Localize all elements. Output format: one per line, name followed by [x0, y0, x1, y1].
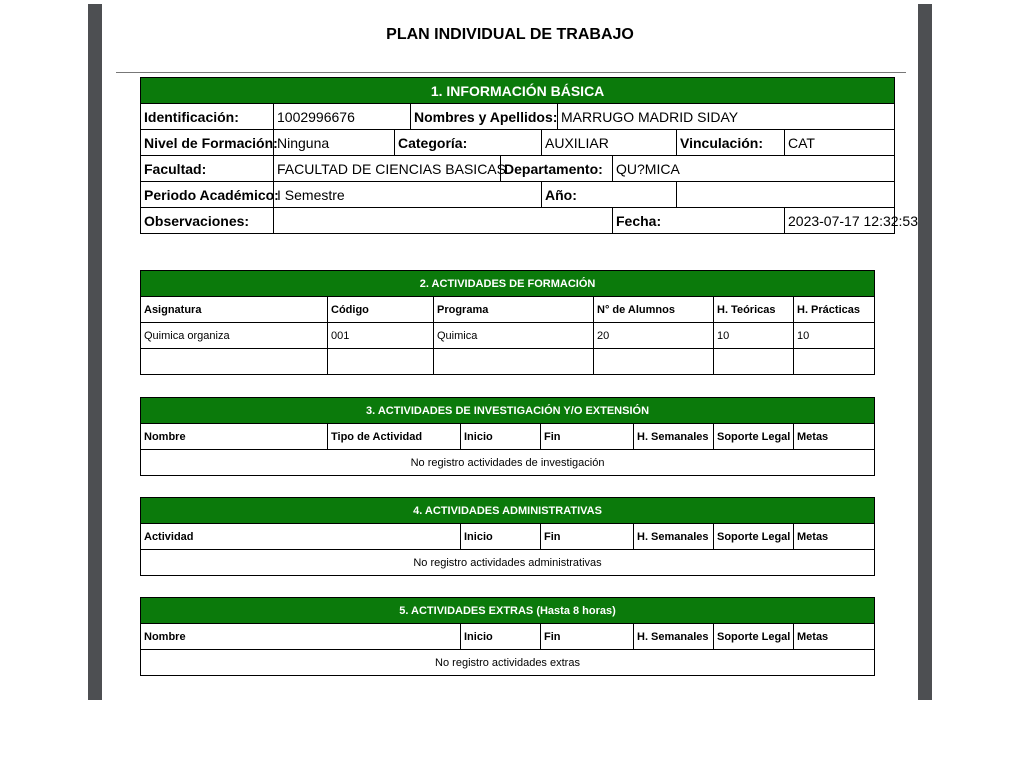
administrativas-table	[140, 497, 875, 576]
column-header: Fin	[541, 424, 634, 450]
column-header: Metas	[794, 424, 875, 450]
column-header: Soporte Legal	[714, 524, 794, 550]
section-header: 1. INFORMACIÓN BÁSICA	[141, 78, 895, 104]
table-cell: 001	[328, 323, 434, 349]
empty-message: No registro actividades extras	[141, 650, 875, 676]
departamento-value: QU?MICA	[613, 156, 895, 182]
fecha-value: 2023-07-17 12:32:53	[785, 208, 895, 234]
column-header-row	[141, 297, 875, 323]
table-row	[141, 104, 895, 130]
column-header: H. Prácticas	[794, 297, 875, 323]
formacion-table	[140, 270, 875, 375]
column-header: Inicio	[461, 524, 541, 550]
periodo-value: I Semestre	[274, 182, 542, 208]
observaciones-label: Observaciones:	[141, 208, 274, 234]
nombres-value: MARRUGO MADRID SIDAY	[558, 104, 895, 130]
table-cell	[794, 349, 875, 375]
column-header: Soporte Legal	[714, 624, 794, 650]
categoria-label: Categoría:	[395, 130, 542, 156]
table-cell	[434, 349, 594, 375]
column-header: H. Teóricas	[714, 297, 794, 323]
table-cell: Quimica	[434, 323, 594, 349]
vinculacion-value: CAT	[785, 130, 895, 156]
table-row	[141, 349, 875, 375]
identificacion-label: Identificación:	[141, 104, 274, 130]
table-cell	[328, 349, 434, 375]
column-header: H. Semanales	[634, 624, 714, 650]
periodo-label: Periodo Académico:	[141, 182, 274, 208]
table-row	[141, 650, 875, 676]
empty-message: No registro actividades administrativas	[141, 550, 875, 576]
column-header: N° de Alumnos	[594, 297, 714, 323]
facultad-value: FACULTAD DE CIENCIAS BASICAS	[274, 156, 501, 182]
anio-label: Año:	[542, 182, 677, 208]
table-cell: 20	[594, 323, 714, 349]
identificacion-value: 1002996676	[274, 104, 411, 130]
column-header-row	[141, 624, 875, 650]
table-cell	[594, 349, 714, 375]
column-header: Código	[328, 297, 434, 323]
facultad-label: Facultad:	[141, 156, 274, 182]
investigacion-table	[140, 397, 875, 476]
viewer-left-border	[88, 4, 102, 700]
nombres-label: Nombres y Apellidos:	[411, 104, 558, 130]
table-row	[141, 550, 875, 576]
column-header: Programa	[434, 297, 594, 323]
column-header: Fin	[541, 624, 634, 650]
vinculacion-label: Vinculación:	[677, 130, 785, 156]
table-cell: Quimica organiza	[141, 323, 328, 349]
departamento-label: Departamento:	[501, 156, 613, 182]
column-header: Asignatura	[141, 297, 328, 323]
column-header-row	[141, 424, 875, 450]
column-header-row	[141, 524, 875, 550]
table-cell: 10	[714, 323, 794, 349]
fecha-label: Fecha:	[613, 208, 785, 234]
document-title: PLAN INDIVIDUAL DE TRABAJO	[386, 26, 634, 43]
column-header: Nombre	[141, 424, 328, 450]
column-header: Fin	[541, 524, 634, 550]
document-page	[102, 4, 918, 700]
column-header: H. Semanales	[634, 524, 714, 550]
table-row	[141, 156, 895, 182]
table-row	[141, 450, 875, 476]
categoria-value: AUXILIAR	[542, 130, 677, 156]
table-row	[141, 130, 895, 156]
table-cell: 10	[794, 323, 875, 349]
column-header: Nombre	[141, 624, 461, 650]
column-header: Actividad	[141, 524, 461, 550]
section-header: 2. ACTIVIDADES DE FORMACIÓN	[141, 271, 875, 297]
column-header: Inicio	[461, 624, 541, 650]
table-row	[141, 323, 875, 349]
column-header: H. Semanales	[634, 424, 714, 450]
column-header: Tipo de Actividad	[328, 424, 461, 450]
table-cell	[714, 349, 794, 375]
extras-table	[140, 597, 875, 676]
column-header: Inicio	[461, 424, 541, 450]
anio-value	[677, 182, 895, 208]
table-row	[141, 182, 895, 208]
title-divider	[116, 72, 906, 73]
nivel-value: Ninguna	[274, 130, 395, 156]
table-row	[141, 208, 895, 234]
column-header: Metas	[794, 524, 875, 550]
nivel-label: Nivel de Formación:	[141, 130, 274, 156]
observaciones-value	[274, 208, 613, 234]
section-header: 5. ACTIVIDADES EXTRAS (Hasta 8 horas)	[141, 598, 875, 624]
column-header: Metas	[794, 624, 875, 650]
viewer-right-border	[918, 4, 932, 700]
column-header: Soporte Legal	[714, 424, 794, 450]
empty-message: No registro actividades de investigación	[141, 450, 875, 476]
basic-info-table	[140, 77, 918, 234]
section-header: 4. ACTIVIDADES ADMINISTRATIVAS	[141, 498, 875, 524]
section-header: 3. ACTIVIDADES DE INVESTIGACIÓN Y/O EXTENSIÓN	[141, 398, 875, 424]
table-cell	[141, 349, 328, 375]
